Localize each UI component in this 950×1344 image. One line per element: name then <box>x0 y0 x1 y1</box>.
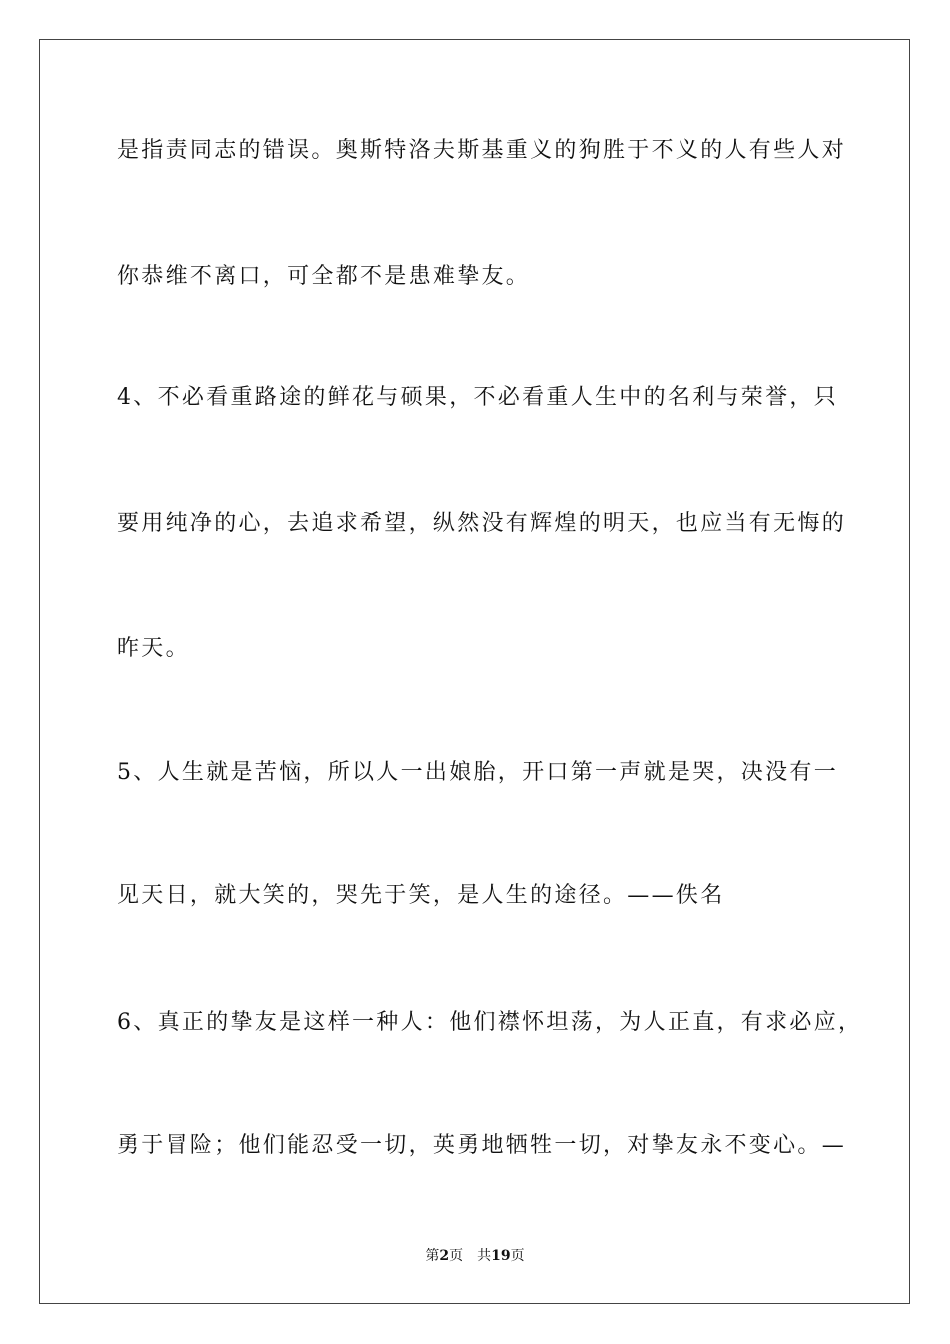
text-line-1: 是指责同志的错误。奥斯特洛夫斯基重义的狗胜于不义的人有些人对 <box>117 138 847 163</box>
text-line-6: 5、人生就是苦恼，所以人一出娘胎，开口第一声就是哭，决没有一 <box>117 760 838 785</box>
text-line-4: 要用纯净的心，去追求希望，纵然没有辉煌的明天，也应当有无悔的 <box>117 511 847 536</box>
text-line-8: 6、真正的挚友是这样一种人：他们襟怀坦荡，为人正直，有求必应， <box>117 1010 863 1035</box>
text-line-2: 你恭维不离口，可全都不是患难挚友。 <box>117 264 531 289</box>
total-suffix: 页 <box>510 1248 525 1264</box>
page-number: 2 <box>439 1248 450 1264</box>
page-border <box>39 39 910 1304</box>
text-line-7: 见天日，就大笑的，哭先于笑，是人生的途径。——佚名 <box>117 883 725 908</box>
total-pages: 19 <box>491 1248 511 1264</box>
page-footer <box>0 1246 950 1266</box>
text-line-5: 昨天。 <box>117 636 190 661</box>
text-line-9: 勇于冒险；他们能忍受一切，英勇地牺牲一切，对挚友永不变心。— <box>117 1133 847 1158</box>
page-suffix: 页 <box>449 1248 464 1264</box>
page-prefix: 第 <box>425 1248 440 1264</box>
text-line-3: 4、不必看重路途的鲜花与硕果，不必看重人生中的名利与荣誉，只 <box>117 385 838 410</box>
total-prefix: 共 <box>477 1248 492 1264</box>
